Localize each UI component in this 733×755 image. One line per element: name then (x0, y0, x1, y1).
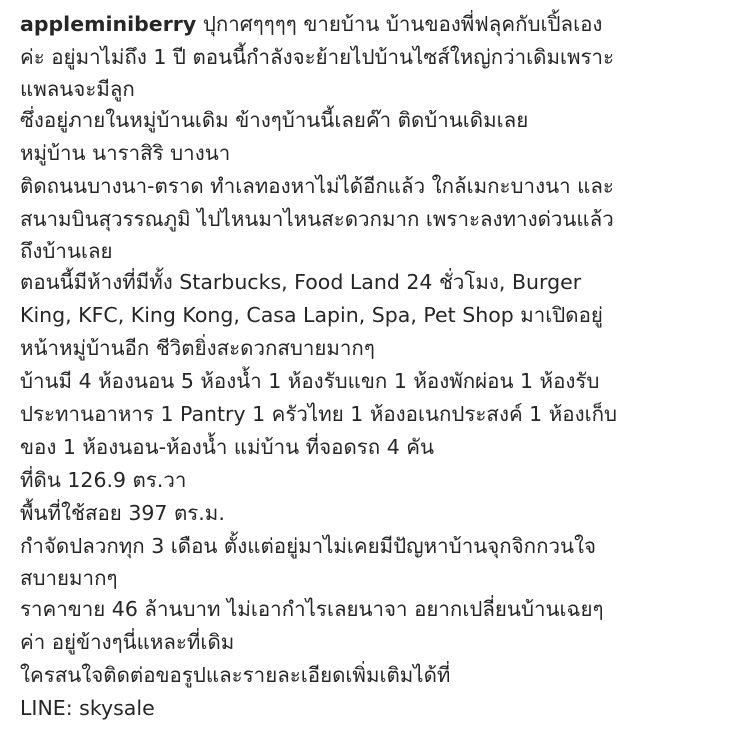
caption-line-18: สบายมากๆ (20, 566, 118, 590)
caption-line-21: ใครสนใจติดต่อขอรูปและรายละเอียดเพิ่มเติมได้ที่ (20, 663, 451, 687)
caption-line-20: ค่า อยู่ข้างๆนี่แหละที่เดิม (20, 630, 235, 654)
username-link[interactable]: appleminiberry (20, 12, 197, 36)
caption-line-13: ประทานอาหาร 1 Pantry 1 ครัวไทย 1 ห้องอเนกประสงค์ 1 ห้องเก็บ (20, 402, 618, 426)
caption-line-5: หมู่บ้าน นาราสิริ บางนา (20, 141, 231, 165)
caption-line-14: ของ 1 ห้องนอน-ห้องน้ำ แม่บ้าน ที่จอดรถ 4 คัน (20, 435, 435, 459)
caption-line-4: ซึ่งอยู่ภายในหมู่บ้านเดิม ข้างๆบ้านนี้เลยค๊า ติดบ้านเดิมเลย (20, 108, 529, 132)
caption-line-9: ตอนนี้มีห้างที่มีทั้ง Starbucks, Food Land 24 ชั่วโมง, Burger (20, 270, 582, 294)
caption-line-6: ติดถนนบางนา-ตราด ทำเลทองหาไม่ได้อีกแล้ว ใกล้เมกะบางนา และ (20, 174, 614, 198)
post-caption (20, 8, 720, 725)
caption-line-15: ที่ดิน 126.9 ตร.วา (20, 468, 187, 492)
caption-line-22: LINE: skysale (20, 696, 155, 720)
caption-line-17: กำจัดปลวกทุก 3 เดือน ตั้งแต่อยู่มาไม่เคยมีปัญหาบ้านจุกจิกกวนใจ (20, 534, 597, 558)
caption-line-12: บ้านมี 4 ห้องนอน 5 ห้องน้ำ 1 ห้องรับแขก 1 ห้องพักผ่อน 1 ห้องรับ (20, 369, 600, 393)
caption-line-8: ถึงบ้านเลย (20, 239, 113, 263)
caption-line-3: แพลนจะมีลูก (20, 77, 135, 101)
caption-line-10: King, KFC, King Kong, Casa Lapin, Spa, Pet Shop มาเปิดอยู่ (20, 303, 603, 327)
caption-line-1 (20, 8, 720, 41)
caption-line-7: สนามบินสุวรรณภูมิ ไปไหนมาไหนสะดวกมาก เพราะลงทางด่วนแล้ว (20, 207, 614, 231)
caption-line-2: ค่ะ อยู่มาไม่ถึง 1 ปี ตอนนี้กำลังจะย้ายไปบ้านไซส์ใหญ่กว่าเดิมเพราะ (20, 45, 615, 69)
caption-line-11: หน้าหมู่บ้านอีก ชีวิตยิ่งสะดวกสบายมากๆ (20, 336, 375, 360)
caption-text: ปุกาศๆๆๆๆ ขายบ้าน บ้านของพี่ฟลุคกับเปิ้ลเอง (196, 12, 603, 36)
caption-line-16: พื้นที่ใช้สอย 397 ตร.ม. (20, 501, 225, 525)
caption-line-19: ราคาขาย 46 ล้านบาท ไม่เอากำไรเลยนาจา อยากเปลี่ยนบ้านเฉยๆ (20, 597, 604, 621)
